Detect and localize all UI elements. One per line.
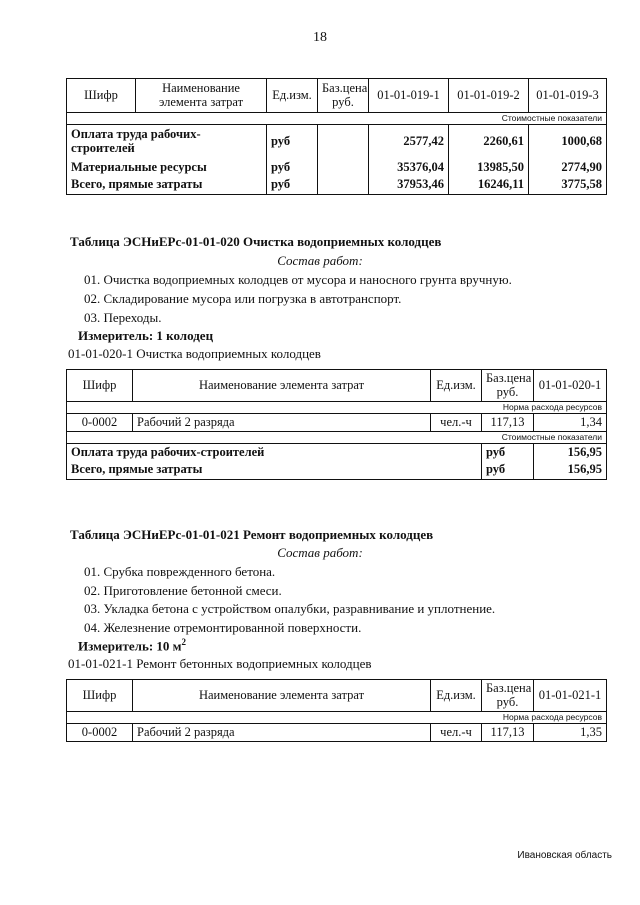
- table-row: [67, 159, 607, 177]
- row-value-2: 2260,61: [449, 125, 529, 159]
- work-item: 02. Складирование мусора или погрузка в автотранспорт.: [84, 291, 402, 306]
- header-col-1: 01-01-021-1: [534, 680, 607, 712]
- page-number: 18: [313, 30, 327, 45]
- subheader-resource-norm: Норма расхода ресурсов: [67, 402, 607, 414]
- row-value-2: 16246,11: [449, 177, 529, 195]
- total-name: Оплата труда рабочих-строителей: [67, 444, 482, 462]
- table-row: [67, 444, 607, 462]
- row-unit: руб: [267, 159, 318, 177]
- total-unit: руб: [482, 462, 534, 480]
- resource-table-020: [66, 369, 607, 480]
- header-code: Шифр: [67, 79, 136, 113]
- header-name: Наименование элемента затрат: [133, 680, 431, 712]
- row-value-1: 2577,42: [369, 125, 449, 159]
- header-price: Баз.цена руб.: [482, 680, 534, 712]
- row-value: 1,34: [534, 414, 607, 432]
- table-row: [67, 724, 607, 742]
- row-code: 0-0002: [67, 724, 133, 742]
- row-name: Рабочий 2 разряда: [133, 724, 431, 742]
- table-row: [67, 125, 607, 159]
- row-value-2: 13985,50: [449, 159, 529, 177]
- work-item: 03. Переходы.: [84, 310, 162, 325]
- header-unit: Ед.изм.: [431, 370, 482, 402]
- total-value: 156,95: [534, 444, 607, 462]
- work-item: 01. Очистка водоприемных колодцев от мусора и наносного грунта вручную.: [84, 272, 512, 287]
- row-value-3: 3775,58: [529, 177, 607, 195]
- header-col-1: 01-01-020-1: [534, 370, 607, 402]
- composition-heading: Состав работ:: [277, 253, 363, 268]
- cost-table-019: [66, 78, 607, 195]
- table-row: [67, 414, 607, 432]
- row-value-3: 1000,68: [529, 125, 607, 159]
- row-value-1: 35376,04: [369, 159, 449, 177]
- row-unit: руб: [267, 125, 318, 159]
- header-price: Баз.цена руб.: [482, 370, 534, 402]
- code-line: 01-01-021-1 Ремонт бетонных водоприемных колодцев: [68, 656, 372, 671]
- header-col-3: 01-01-019-3: [529, 79, 607, 113]
- total-name: Всего, прямые затраты: [67, 462, 482, 480]
- row-name: Материальные ресурсы: [67, 159, 267, 177]
- row-unit: чел.-ч: [431, 724, 482, 742]
- work-item: 01. Срубка поврежденного бетона.: [84, 564, 276, 579]
- subheader-cost-indicators: Стоимостные показатели: [67, 432, 607, 444]
- header-unit: Ед.изм.: [267, 79, 318, 113]
- row-name: Оплата труда рабочих-строителей: [67, 125, 267, 159]
- header-unit: Ед.изм.: [431, 680, 482, 712]
- row-price: 117,13: [482, 414, 534, 432]
- row-value-1: 37953,46: [369, 177, 449, 195]
- measure-unit: Измеритель: 10 $м^2$: [78, 637, 187, 654]
- row-price: [318, 177, 369, 195]
- table-row: [67, 177, 607, 195]
- row-value-3: 2774,90: [529, 159, 607, 177]
- row-unit: чел.-ч: [431, 414, 482, 432]
- total-value: 156,95: [534, 462, 607, 480]
- row-price: [318, 125, 369, 159]
- table-row: [67, 462, 607, 480]
- row-name: Всего, прямые затраты: [67, 177, 267, 195]
- row-name: Рабочий 2 разряда: [133, 414, 431, 432]
- section-title-020: Таблица ЭСНиЕРс-01-01-020 Очистка водоприемных колодцев: [70, 234, 442, 249]
- section-title-021: Таблица ЭСНиЕРс-01-01-021 Ремонт водоприемных колодцев: [70, 527, 434, 542]
- header-col-1: 01-01-019-1: [369, 79, 449, 113]
- row-price: 117,13: [482, 724, 534, 742]
- row-price: [318, 159, 369, 177]
- measure-unit: Измеритель: 1 колодец: [78, 328, 214, 343]
- header-price: Баз.цена руб.: [318, 79, 369, 113]
- code-line: 01-01-020-1 Очистка водоприемных колодцев: [68, 346, 321, 361]
- footer-region: Ивановская область: [517, 850, 612, 861]
- work-item: 03. Укладка бетона с устройством опалубки, разравнивание и уплотнение.: [84, 601, 496, 616]
- total-unit: руб: [482, 444, 534, 462]
- subheader-cost-indicators: Стоимостные показатели: [67, 113, 607, 125]
- resource-table-021: [66, 679, 607, 742]
- work-item: 02. Приготовление бетонной смеси.: [84, 583, 282, 598]
- row-value: 1,35: [534, 724, 607, 742]
- header-code: Шифр: [67, 680, 133, 712]
- row-code: 0-0002: [67, 414, 133, 432]
- composition-heading: Состав работ:: [277, 545, 363, 560]
- header-col-2: 01-01-019-2: [449, 79, 529, 113]
- header-code: Шифр: [67, 370, 133, 402]
- header-name: Наименование элемента затрат: [136, 79, 267, 113]
- work-item: 04. Железнение отремонтированной поверхности.: [84, 620, 362, 635]
- subheader-resource-norm: Норма расхода ресурсов: [67, 712, 607, 724]
- row-unit: руб: [267, 177, 318, 195]
- header-name: Наименование элемента затрат: [133, 370, 431, 402]
